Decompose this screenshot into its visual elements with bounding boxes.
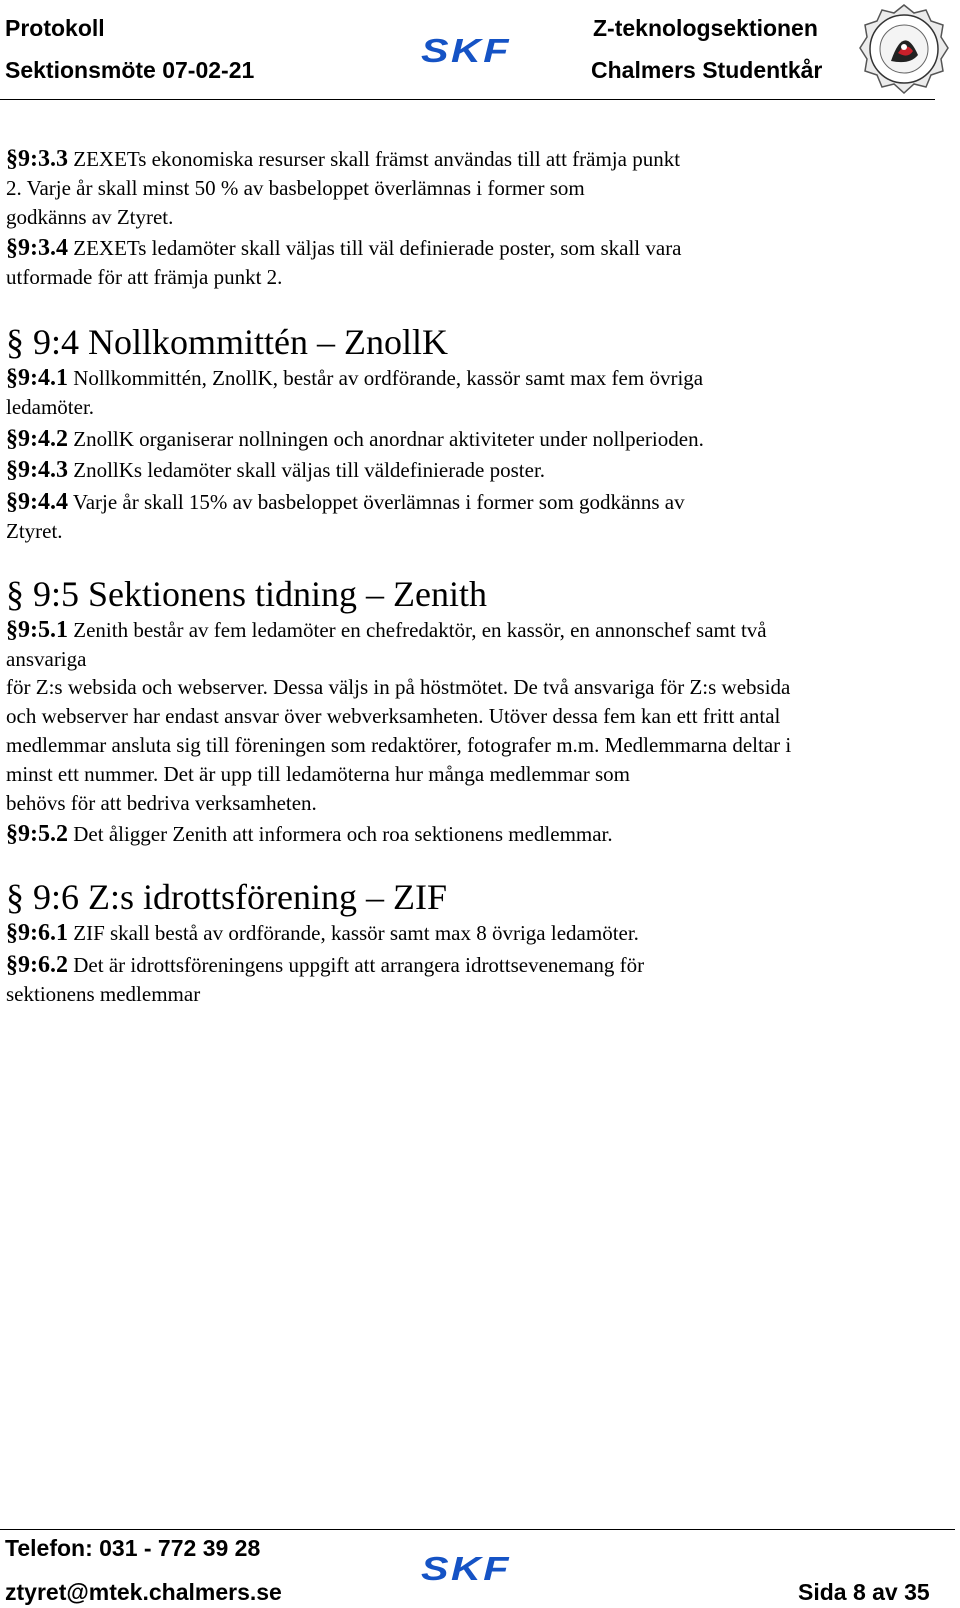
skf-logo: SKF <box>421 32 511 69</box>
section-seal-emblem <box>858 3 950 95</box>
paragraph-number: §9:5.2 <box>6 821 68 848</box>
header-section-name: Z-teknologsektionen <box>593 15 818 41</box>
paragraph-number: §9:6.2 <box>6 951 68 978</box>
paragraph-9-5-2: §9:5.2 Det åligger Zenith att informera och roa sektionens medlemmar. <box>6 821 613 848</box>
paragraph-9-5-1: §9:5.1 Zenith består av fem ledamöter en chefredaktör, en kassör, en annonschef samt två ansvariga för Z:s websida och webserver. Dessa väljs in på höstmötet. De två ansvariga för Z:s websida och webserver har endast ansvar över webverksamheten. Utöver dessa fem kan ett fritt antal medlemmar ansluta sig till föreningen som redaktörer, fotografer m.m. Medlemmarna deltar i minst ett nummer. Det är upp till ledamöterna hur många medlemmar som behövs för att bedriva verksamheten. <box>6 616 792 815</box>
paragraph-9-6-1: §9:6.1 ZIF skall bestå av ordförande, kassör samt max 8 övriga ledamöter. <box>6 920 639 947</box>
paragraph-9-4-1: §9:4.1 Nollkommittén, ZnollK, består av ordförande, kassör samt max fem övriga ledamöter. <box>6 364 704 419</box>
paragraph-number: §9:5.1 <box>6 616 68 643</box>
paragraph-9-4-2: §9:4.2 ZnollK organiserar nollningen och anordnar aktiviteter under nollperioden. <box>6 425 704 452</box>
footer-page-number: Sida 8 av 35 <box>798 1579 930 1605</box>
paragraph-9-6-2: §9:6.2 Det är idrottsföreningens uppgift att arrangera idrottsevenemang för sektionens medlemmar <box>6 951 645 1006</box>
header-union-name: Chalmers Studentkår <box>591 57 823 83</box>
paragraph-number: §9:4.1 <box>6 364 68 391</box>
header-meeting-date: Sektionsmöte 07-02-21 <box>5 57 255 83</box>
paragraph-number: §9:3.4 <box>6 235 68 262</box>
heading-9-4: § 9:4 Nollkommittén – ZnollK <box>6 321 448 362</box>
paragraph-number: §9:4.3 <box>6 457 68 484</box>
header-doc-type: Protokoll <box>5 15 105 41</box>
header-divider <box>0 99 935 100</box>
footer-email: ztyret@mtek.chalmers.se <box>5 1579 282 1605</box>
paragraph-number: §9:4.4 <box>6 489 68 516</box>
footer-divider <box>0 1529 955 1530</box>
document-body <box>6 145 946 1009</box>
paragraph-9-4-3: §9:4.3 ZnollKs ledamöter skall väljas till väldefinierade poster. <box>6 457 546 484</box>
heading-9-5: § 9:5 Sektionens tidning – Zenith <box>6 573 487 614</box>
footer-phone: Telefon: 031 - 772 39 28 <box>5 1535 261 1561</box>
paragraph-9-3-4: §9:3.4 ZEXETs ledamöter skall väljas till väl definierade poster, som skall vara utformade för att främja punkt 2. <box>6 235 682 290</box>
paragraph-number: §9:3.3 <box>6 146 68 172</box>
paragraph-number: §9:6.1 <box>6 920 68 947</box>
paragraph-number: §9:4.2 <box>6 425 68 452</box>
paragraph-9-3-3: §9:3.3 ZEXETs ekonomiska resurser skall främst användas till att främja punkt 2. Varje år skall minst 50 % av basbeloppet överlämnas i former som godkänns av Ztyret. <box>6 146 681 229</box>
paragraph-9-4-4: §9:4.4 Varje år skall 15% av basbeloppet överlämnas i former som godkänns av Ztyret. <box>6 489 685 543</box>
footer-skf-logo: SKF <box>421 1550 511 1587</box>
heading-9-6: § 9:6 Z:s idrottsförening – ZIF <box>6 877 447 918</box>
